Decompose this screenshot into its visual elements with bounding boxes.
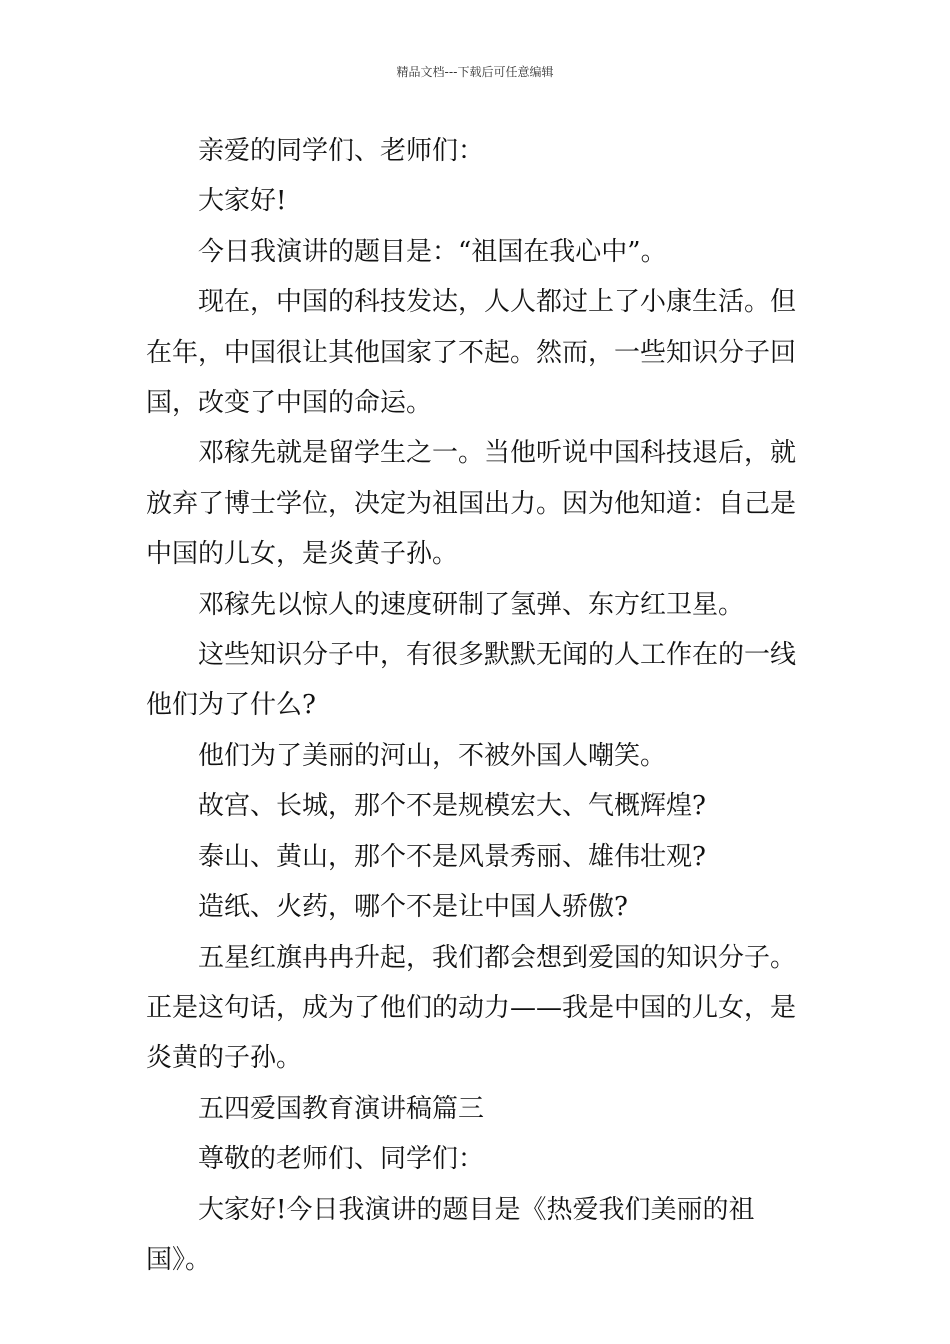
page-header: 精品文档---下载后可任意编辑 [396, 65, 554, 79]
body-paragraph: 现在，中国的科技发达，人人都过上了小康生活。但在年，中国很让其他国家了不起。然而，一些知识分子回国，改变了中国的命运。 [146, 287, 797, 419]
body-paragraph: 邓稼先就是留学生之一。当他听说中国科技退后，就放弃了博士学位，决定为祖国出力。因为他知道：自己是中国的儿女，是炎黄子孙。 [146, 438, 797, 570]
body-paragraph: 五星红旗冉冉升起，我们都会想到爱国的知识分子。正是这句话，成为了他们的动力——我是中国的儿女，是炎黄的子孙。 [146, 942, 797, 1074]
greeting-paragraph: 大家好! [198, 186, 287, 217]
salutation-paragraph: 亲爱的同学们、老师们： [198, 136, 485, 166]
topic-paragraph: 今日我演讲的题目是：“祖国在我心中”。 [198, 236, 667, 267]
body-paragraph: 泰山、黄山，那个不是风景秀丽、雄伟壮观? [198, 841, 706, 872]
salutation-paragraph: 尊敬的老师们、同学们： [198, 1144, 485, 1175]
body-paragraph: 故宫、长城，那个不是规模宏大、气概辉煌? [198, 791, 706, 822]
greeting-paragraph: 大家好!今日我演讲的题目是《热爱我们美丽的祖国》。 [146, 1194, 755, 1275]
body-paragraph: 这些知识分子中，有很多默默无闻的人工作在的一线他们为了什么? [146, 640, 797, 721]
section-title: 五四爱国教育演讲稿篇三 [198, 1093, 485, 1124]
body-paragraph: 邓稼先以惊人的速度研制了氢弹、东方红卫星。 [198, 589, 745, 620]
body-paragraph: 他们为了美丽的河山，不被外国人嘲笑。 [198, 740, 667, 771]
document-body [146, 126, 810, 1285]
body-paragraph: 造纸、火药，哪个不是让中国人骄傲? [198, 892, 628, 923]
